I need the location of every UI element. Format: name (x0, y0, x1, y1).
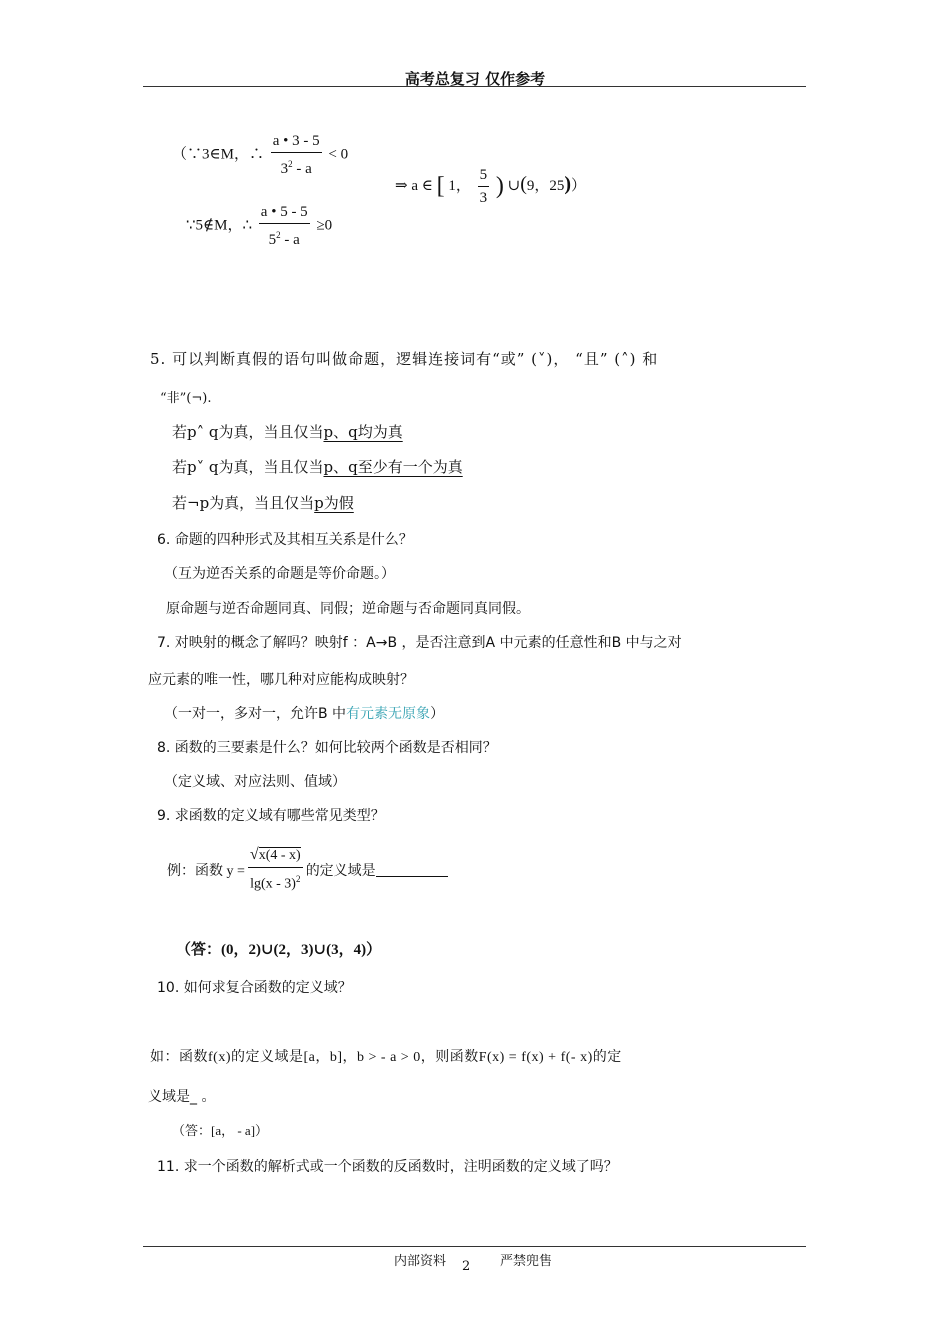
q7-question-line-2: 应元素的唯一性，哪几种对应能构成映射？ (148, 672, 414, 688)
q5-and-rule (172, 421, 403, 442)
den-tail: - a (280, 232, 300, 248)
q8-answer: （定义域、对应法则、值域） (164, 774, 346, 790)
q5-and-condition: p、q均为真 (323, 423, 403, 441)
q5-or-condition: p、q至少有一个为真 (323, 458, 463, 476)
q9-example-suffix: 的定义域是 (305, 863, 376, 879)
result-tail: ） (571, 177, 587, 194)
q6-question: 6. 命题的四种形式及其相互关系是什么？ (157, 532, 413, 548)
den-base: 3 (280, 161, 289, 177)
union-symbol: ∪ (507, 177, 521, 194)
q10-example-line-1: 如：函数f(x)的定义域是[a，b]，b > - a > 0，则函数F(x) = f(x) + f(- x)的定 (150, 1050, 622, 1065)
q9-denominator (248, 868, 302, 894)
q8-question: 8. 函数的三要素是什么？如何比较两个函数是否相同？ (157, 740, 497, 756)
math-line-2 (186, 203, 332, 249)
result-a: 1， (448, 177, 471, 194)
paren-open: ( (520, 172, 527, 195)
q9-den-exp: 2 (295, 874, 301, 884)
bracket-open: [ (436, 172, 445, 199)
math-line-2-numerator: a • 5 - 5 (259, 203, 310, 224)
den-tail: - a (292, 161, 312, 177)
q5-or-rule (172, 456, 463, 477)
math-line-1-prefix: （∵3∈M，∴ (172, 146, 264, 163)
q10-example-line-2: 义域是_ 。 (148, 1089, 216, 1105)
q10-question: 10. 如何求复合函数的定义域？ (157, 980, 352, 996)
q5-not-prefix: 若¬p为真，当且仅当 (172, 494, 315, 512)
den-base: 5 (268, 232, 277, 248)
q5-not-condition: p为假 (314, 494, 354, 512)
bracket-close: ) (495, 172, 504, 199)
q7-question-line-1: 7. 对映射的概念了解吗？映射f ：A→B ，是否注意到A 中元素的任意性和B 中与之对 (157, 635, 682, 651)
math-line-2-fraction (259, 203, 310, 249)
footer-rule (143, 1246, 806, 1247)
page-header-title: 高考总复习 仅作参考 (404, 70, 546, 88)
q5-line-1: 5. 可以判断真假的语句叫做命题，逻辑连接词有“或” (˅)， “且” (˄) 和 (150, 350, 659, 368)
result-numerator: 5 (478, 166, 490, 187)
q9-fraction (248, 846, 303, 894)
q6-answer-1: （互为逆否关系的命题是等价命题。） (164, 566, 395, 582)
math-line-1 (172, 132, 348, 178)
math-line-1-relation: < 0 (328, 146, 349, 163)
q9-answer: （答：(0，2)∪(2，3)∪(3，4)） (176, 942, 382, 958)
footer-right: 严禁兜售 (500, 1254, 553, 1269)
q5-and-prefix: 若p˄ q为真，当且仅当 (172, 423, 324, 441)
result-fraction (478, 166, 490, 207)
math-result-prefix: ⇒ a ∈ (395, 177, 433, 194)
page-number: 2 (462, 1259, 471, 1274)
q9-den-text: lg(x - 3) (250, 876, 296, 892)
math-line-2-prefix: ∵5∉M，∴ (186, 217, 253, 234)
math-line-1-denominator (279, 153, 314, 178)
math-line-2-denominator (267, 224, 302, 249)
q5-not-rule (172, 492, 354, 513)
q7-answer (164, 703, 444, 723)
result-rest: 9，25 (526, 177, 565, 194)
q9-numerator (248, 846, 303, 868)
q7-answer-prefix: （一对一，多对一，允许B 中 (164, 706, 347, 722)
q6-answer-2: 原命题与逆否命题同真、同假；逆命题与否命题同真同假。 (166, 601, 530, 617)
math-line-1-fraction (271, 132, 322, 178)
math-result (395, 166, 586, 207)
q10-answer: （答：[a， - a]） (172, 1123, 269, 1138)
q9-answer-blank (376, 862, 448, 877)
footer-left: 内部资料 (394, 1254, 447, 1269)
q5-line-2: “非”(¬). (160, 391, 212, 406)
q11-question: 11. 求一个函数的解析式或一个函数的反函数时，注明函数的定义域了吗？ (157, 1159, 618, 1175)
q7-answer-highlight: 有元素无原象 (346, 706, 431, 722)
paren-close: ) (564, 172, 572, 195)
q9-example (167, 846, 448, 894)
header-rule (143, 86, 806, 87)
q9-sqrt-content: x(4 - x) (258, 848, 301, 863)
q9-example-prefix: 例：函数 y = (167, 863, 245, 879)
q7-answer-suffix: ） (430, 706, 445, 722)
sqrt-icon: √ (249, 846, 259, 863)
result-denominator: 3 (479, 190, 488, 206)
math-line-2-relation: ≥0 (316, 217, 333, 234)
q9-question: 9. 求函数的定义域有哪些常见类型？ (157, 808, 385, 824)
math-line-1-numerator: a • 3 - 5 (271, 132, 322, 153)
den-exp: 2 (276, 230, 281, 240)
den-exp: 2 (288, 159, 293, 169)
q5-or-prefix: 若p˅ q为真，当且仅当 (172, 458, 324, 476)
